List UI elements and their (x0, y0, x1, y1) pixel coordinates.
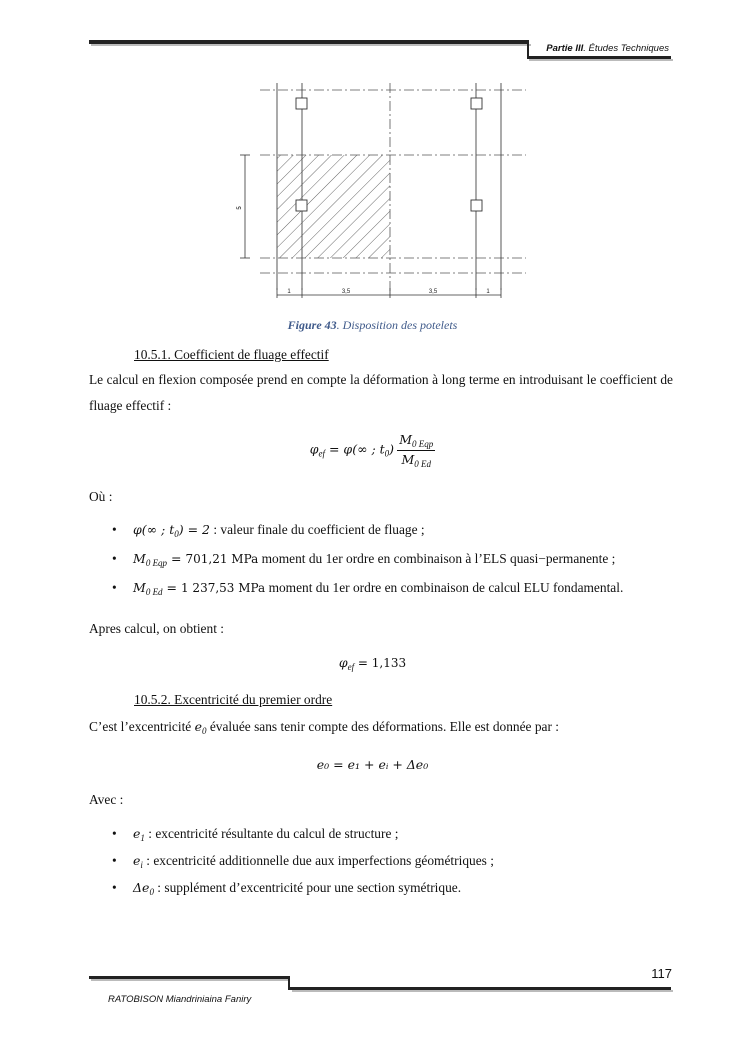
where-label: Où : (89, 489, 113, 504)
post-square (296, 98, 307, 109)
equation-e0: e₀ = e₁ + eᵢ + Δe₀ (316, 757, 429, 772)
list-item: • φ(∞ ; $t_0) = 2$ : valeur finale du coefficient de fluage ; (112, 522, 425, 539)
page-number: 117 (651, 966, 672, 981)
dim-label: 3,5 (428, 289, 438, 295)
list-item: • $\Delta e_0$ : supplément d’excentricité pour une section symétrique. (112, 880, 462, 897)
equation-result: $\varphi_{ef} = 1,133$ (338, 655, 407, 672)
list-item: • $M_{0 Ed} = 1$ 237,53 MPa moment du 1er ordre en combinaison de calcul ELU fondamental. (112, 580, 624, 597)
header-title: Partie III. Études Techniques (546, 43, 669, 54)
dim-vertical: 5 (237, 206, 243, 210)
post-square (471, 98, 482, 109)
dim-label: 1 (287, 289, 291, 295)
section-heading-2: 10.5.2. Excentricité du premier ordre (134, 692, 333, 707)
dim-label: 1 (486, 289, 490, 295)
hatched-area (277, 155, 390, 258)
post-square (296, 200, 307, 211)
equation-phi-ef: $\varphi_{ef} = \varphi(\infty$ ; $t_0$) $\frac{M_{0 Eqp}}{M_{0 Ed}}$ (309, 432, 434, 469)
list-item: • $e_1$ : excentricité résultante du calcul de structure ; (112, 826, 399, 843)
avec-label: Avec : (89, 792, 124, 807)
section2-intro: C’est l’excentricité $e_0$ évaluée sans tenir compte des déformations. Elle est donnée par : (89, 719, 559, 736)
section-heading-1: 10.5.1. Coefficient de fluage effectif (134, 347, 329, 362)
header-rule-shadow (91, 44, 531, 46)
post-square (471, 200, 482, 211)
after-calc-label: Apres calcul, on obtient : (89, 621, 224, 636)
list-item: • $M_{0 Eqp} = 701,21$ MPa moment du 1er ordre en combinaison à l’ELS quasi−permanente ; (112, 551, 616, 568)
footer-author: RATOBISON Miandriniaina Faniry (108, 994, 252, 1005)
figure-caption: Figure 43. Disposition des potelets (287, 318, 458, 332)
potelets-figure (230, 78, 530, 303)
dim-label: 3,5 (341, 289, 351, 295)
list-item: • $e_i$ : excentricité additionnelle due aux imperfections géométriques ; (112, 853, 494, 870)
section1-intro: Le calcul en flexion composée prend en compte la déformation à long terme en introduisant le coefficient de fluage effectif : (89, 372, 673, 413)
